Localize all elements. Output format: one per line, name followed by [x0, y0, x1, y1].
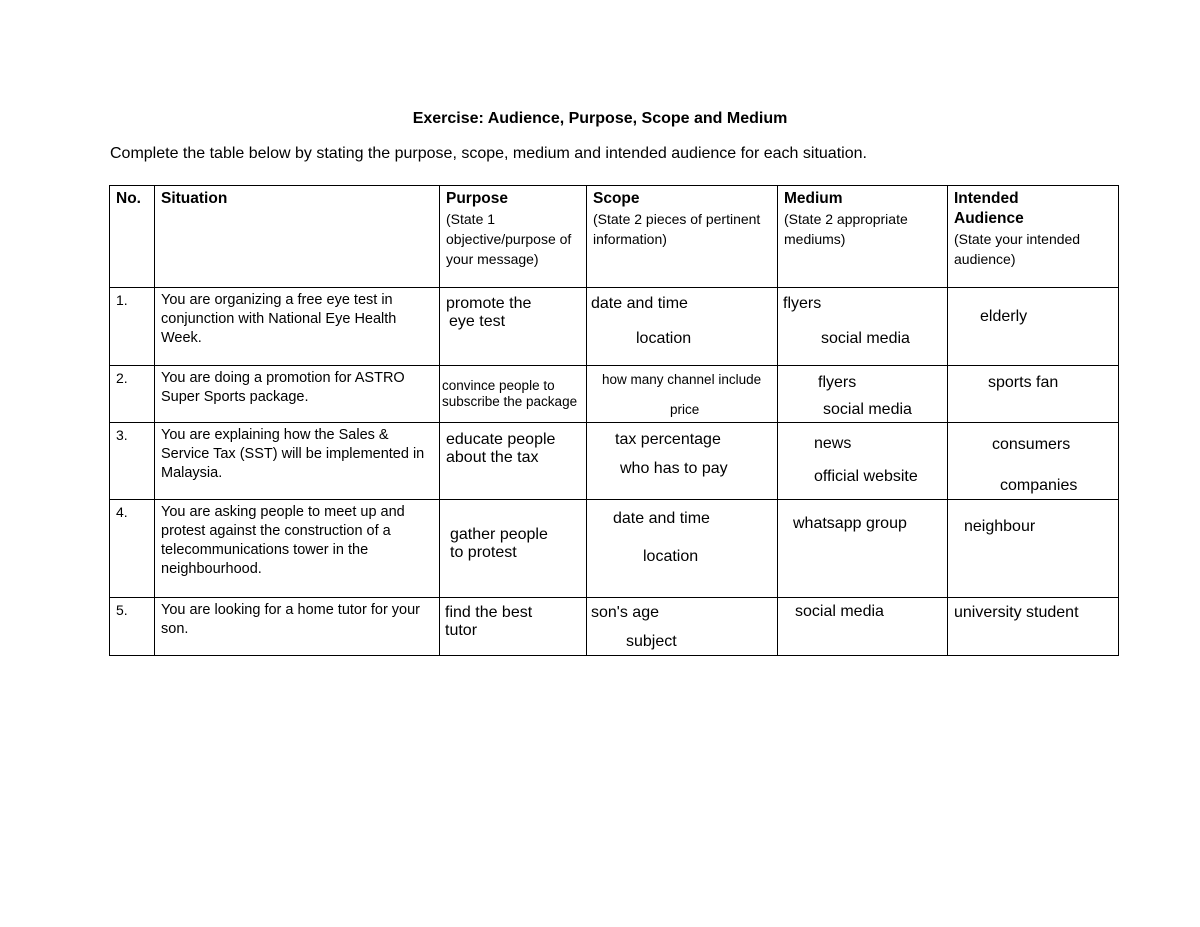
table-row-3-audience — [947, 422, 1119, 500]
row-4-scope-line-2: location — [643, 548, 699, 565]
table-row-2-situation: You are doing a promotion for ASTRO Super Sports package. — [154, 365, 440, 423]
table-row-1-no: 1. — [109, 287, 155, 366]
table-row-1-purpose — [439, 287, 587, 366]
header-purpose-title: Purpose — [446, 190, 509, 207]
row-5-audience-line-1: university student — [954, 604, 1079, 621]
table-row-3-no: 3. — [109, 422, 155, 500]
row-3-scope-line-1: tax percentage — [615, 431, 721, 448]
row-2-medium-line-1: flyers — [818, 374, 857, 391]
row-2-purpose-line-1: convince people to — [442, 378, 555, 393]
row-2-scope-line-2: price — [670, 402, 700, 417]
header-situation — [154, 185, 440, 288]
row-3-purpose-line-2: about the tax — [446, 449, 539, 466]
row-2-purpose-line-2: subscribe the package — [442, 394, 578, 409]
table-row-2-audience — [947, 365, 1119, 423]
row-1-scope-line-1: date and time — [591, 295, 688, 312]
row-2-medium-line-2: social media — [823, 401, 912, 418]
header-medium-sub: (State 2 appropriate mediums) — [784, 211, 908, 247]
header-no-label: No. — [116, 190, 141, 207]
row-5-purpose-line-1: find the best — [445, 604, 533, 621]
header-purpose — [439, 185, 587, 288]
header-purpose-sub: (State 1 objective/purpose of your message) — [446, 211, 572, 267]
table-row-3-situation: You are explaining how the Sales & Service Tax (SST) will be implemented in Malaysia. — [154, 422, 440, 500]
header-audience — [947, 185, 1119, 288]
row-5-scope-line-2: subject — [626, 633, 677, 650]
table-row-5-scope — [586, 597, 778, 656]
table-row-3-medium — [777, 422, 948, 500]
table-row-5-audience — [947, 597, 1119, 656]
row-1-medium-line-1: flyers — [783, 295, 822, 312]
row-1-purpose-line-1: promote the — [446, 295, 532, 312]
table-row-4-situation: You are asking people to meet up and protest against the construction of a telecommunications tower in the neighbourhood. — [154, 499, 440, 598]
header-scope — [586, 185, 778, 288]
header-medium-title: Medium — [784, 190, 843, 207]
header-medium — [777, 185, 948, 288]
row-3-medium-line-1: news — [814, 435, 852, 452]
row-5-purpose-line-2: tutor — [445, 622, 478, 639]
table-row-3-purpose — [439, 422, 587, 500]
header-scope-sub: (State 2 pieces of pertinent information) — [593, 211, 761, 247]
header-no — [109, 185, 155, 288]
table-row-1-scope — [586, 287, 778, 366]
row-5-scope-line-1: son's age — [591, 604, 659, 621]
table-row-4-medium — [777, 499, 948, 598]
table-row-3-scope — [586, 422, 778, 500]
table-row-4-scope — [586, 499, 778, 598]
table-row-1-audience — [947, 287, 1119, 366]
row-4-purpose-line-1: gather people — [450, 526, 548, 543]
row-1-scope-line-2: location — [636, 330, 692, 347]
table-row-1-medium — [777, 287, 948, 366]
table-row-2-medium — [777, 365, 948, 423]
table-row-4-purpose — [439, 499, 587, 598]
header-situation-label: Situation — [161, 190, 228, 207]
row-2-audience-line-1: sports fan — [988, 374, 1059, 391]
row-3-audience-line-1: consumers — [992, 436, 1071, 453]
table-row-5-situation: You are looking for a home tutor for your son. — [154, 597, 440, 656]
table-row-4-no: 4. — [109, 499, 155, 598]
row-3-purpose-line-1: educate people — [446, 431, 556, 448]
table-row-5-medium — [777, 597, 948, 656]
table-row-1-situation: You are organizing a free eye test in conjunction with National Eye Health Week. — [154, 287, 440, 366]
row-1-medium-line-2: social media — [821, 330, 910, 347]
table-row-2-scope — [586, 365, 778, 423]
row-5-medium-line-1: social media — [795, 603, 884, 620]
row-2-scope-line-1: how many channel include — [602, 372, 762, 387]
row-1-audience-line-1: elderly — [980, 308, 1028, 325]
instructions-text: Complete the table below by stating the purpose, scope, medium and intended audience for each situation. — [110, 145, 867, 162]
header-audience-title: Intended Audience — [954, 190, 1024, 227]
row-4-purpose-line-2: to protest — [450, 544, 517, 561]
table-row-2-no: 2. — [109, 365, 155, 423]
row-3-medium-line-2: official website — [814, 468, 918, 485]
table-row-5-purpose — [439, 597, 587, 656]
row-1-purpose-line-2: eye test — [449, 313, 506, 330]
table-row-2-purpose — [439, 365, 587, 423]
header-audience-sub: (State your intended audience) — [954, 231, 1081, 267]
exercise-table — [109, 185, 1119, 656]
page-title: Exercise: Audience, Purpose, Scope and Medium — [412, 110, 788, 127]
table-row-5-no: 5. — [109, 597, 155, 656]
row-4-audience-line-1: neighbour — [964, 518, 1036, 535]
table-row-4-audience — [947, 499, 1119, 598]
row-3-audience-line-2: companies — [1000, 477, 1078, 494]
row-4-scope-line-1: date and time — [613, 510, 710, 527]
row-3-scope-line-2: who has to pay — [620, 460, 728, 477]
row-4-medium-line-1: whatsapp group — [793, 515, 907, 532]
header-scope-title: Scope — [593, 190, 640, 207]
